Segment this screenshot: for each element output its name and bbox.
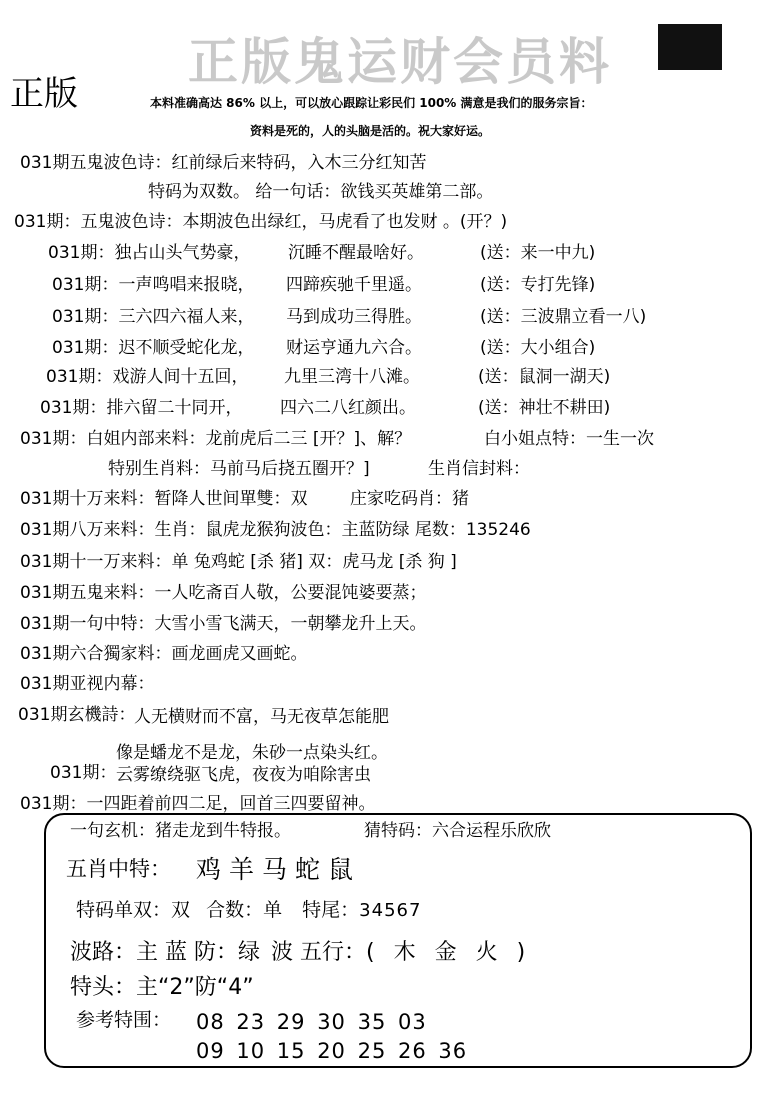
poem-row-gift: (送：专打先锋) [480, 275, 596, 295]
poem-row: 031期：三六四六福人来， [52, 307, 255, 327]
poem-row-gift: (送：大小组合) [480, 338, 596, 358]
ref-row-1: 08 23 29 30 35 03 [196, 1010, 427, 1034]
line-atv-insider: 031期亚视内幕： [20, 674, 155, 694]
wave-row: 波路：主 蓝 防：绿 波 五行：( 木 金 火 ) [70, 940, 532, 965]
line-100k-source: 031期十万来料：暂降人世间單雙：双 [20, 489, 308, 509]
five-zodiac-label: 五肖中特： [66, 857, 171, 881]
poem-row: 031期：一声鸣唱来报晓， [52, 275, 255, 295]
poem-row-gift: (送：鼠洞一湖天) [478, 367, 611, 387]
line-special-zodiac: 特别生肖料：马前马后挠五圈开？] [108, 459, 370, 479]
poem-row-b: 四六二八红颜出。 [280, 398, 416, 418]
page-title: 正版鬼运财会员料 [188, 32, 612, 91]
poem-row-gift: (送：神壮不耕田) [478, 398, 611, 418]
line-mystery-poem: 人无横财而不富，马无夜草怎能肥 [134, 707, 389, 727]
line-color-poem-2: 031期：五鬼波色诗：本期波色出绿红，马虎看了也发财 。(开？) [14, 212, 508, 232]
line-liuhe-exclusive: 031期六合獨家料：画龙画虎又画蛇。 [20, 644, 308, 664]
poem-row-b: 马到成功三得胜。 [286, 307, 422, 327]
line-dealer-zodiac: 庄家吃码肖：猪 [350, 489, 469, 509]
line-period-label: 031期： [50, 763, 117, 783]
box-guess: 猜特码：六合运程乐欣欣 [364, 821, 551, 841]
line-110k-source: 031期十一万来料：单 兔鸡蛇 [杀 猪] 双：虎马龙 [杀 狗 ] [20, 552, 457, 572]
line-color-poem: 031期五鬼波色诗：红前绿后来特码，入木三分红知苦 [20, 153, 427, 173]
line-tiger-poem: 云雾缭绕驱飞虎，夜夜为咱除害虫 [116, 765, 371, 785]
poem-row-b: 沉睡不醒最啥好。 [288, 243, 424, 263]
edition-label: 正版 [10, 74, 78, 114]
line-baijie-tip: 白小姐点特：一生一次 [484, 429, 654, 449]
five-zodiac-values: 鸡羊马蛇鼠 [196, 855, 362, 884]
ref-label: 参考特围： [76, 1009, 172, 1031]
line-five-ghost: 031期五鬼来料：一人吃斋百人敬，公要混饨婆要蒸； [20, 583, 427, 603]
line-one-sentence: 031期一句中特：大雪小雪飞满天，一朝攀龙升上天。 [20, 614, 427, 634]
poem-row-b: 四蹄疾驰千里遥。 [286, 275, 422, 295]
poem-row: 031期：迟不顺受蛇化龙， [52, 338, 255, 358]
subtitle-accuracy: 本料准确高达 86% 以上，可以放心跟踪让彩民们 100% 满意是我们的服务宗旨： [150, 96, 593, 110]
poem-row-gift: (送：来一中九) [480, 243, 596, 263]
poem-row-b: 财运亨通九六合。 [286, 338, 422, 358]
oddeven-row: 特码单双：双 合数：单 特尾：34567 [76, 899, 422, 921]
line-80k-source: 031期八万来料：生肖：鼠虎龙猴狗波色：主蓝防绿 尾数：135246 [20, 520, 531, 540]
line-final-poem: 031期：一四距着前四二足，回首三四要留神。 [20, 794, 376, 814]
subtitle-luck: 资料是死的，人的头脑是活的。祝大家好运。 [250, 124, 491, 138]
line-dragon-poem: 像是蟠龙不是龙，朱砂一点染头红。 [116, 743, 388, 763]
head-row: 特头：主“2”防“4” [70, 975, 254, 1000]
ref-row-2: 09 10 15 20 25 26 36 [196, 1039, 468, 1063]
redaction-block [658, 24, 722, 70]
line-zodiac-envelope: 生肖信封料： [428, 459, 530, 479]
line-even-hint: 特码为双数。 给一句话：欲钱买英雄第二部。 [148, 182, 494, 202]
box-riddle: 一句玄机：猪走龙到牛特报。 [70, 821, 291, 841]
poem-row: 031期：戏游人间十五回， [46, 367, 249, 387]
poem-row-b: 九里三湾十八滩。 [284, 367, 420, 387]
line-baijie-internal: 031期：白姐内部来料：龙前虎后二三 [开？]、解？ [20, 429, 412, 449]
line-mystery-label: 031期玄機詩： [18, 705, 136, 725]
poem-row: 031期：排六留二十同开， [40, 398, 243, 418]
poem-row-gift: (送：三波鼎立看一八) [480, 307, 647, 327]
poem-row: 031期：独占山头气势豪， [48, 243, 251, 263]
